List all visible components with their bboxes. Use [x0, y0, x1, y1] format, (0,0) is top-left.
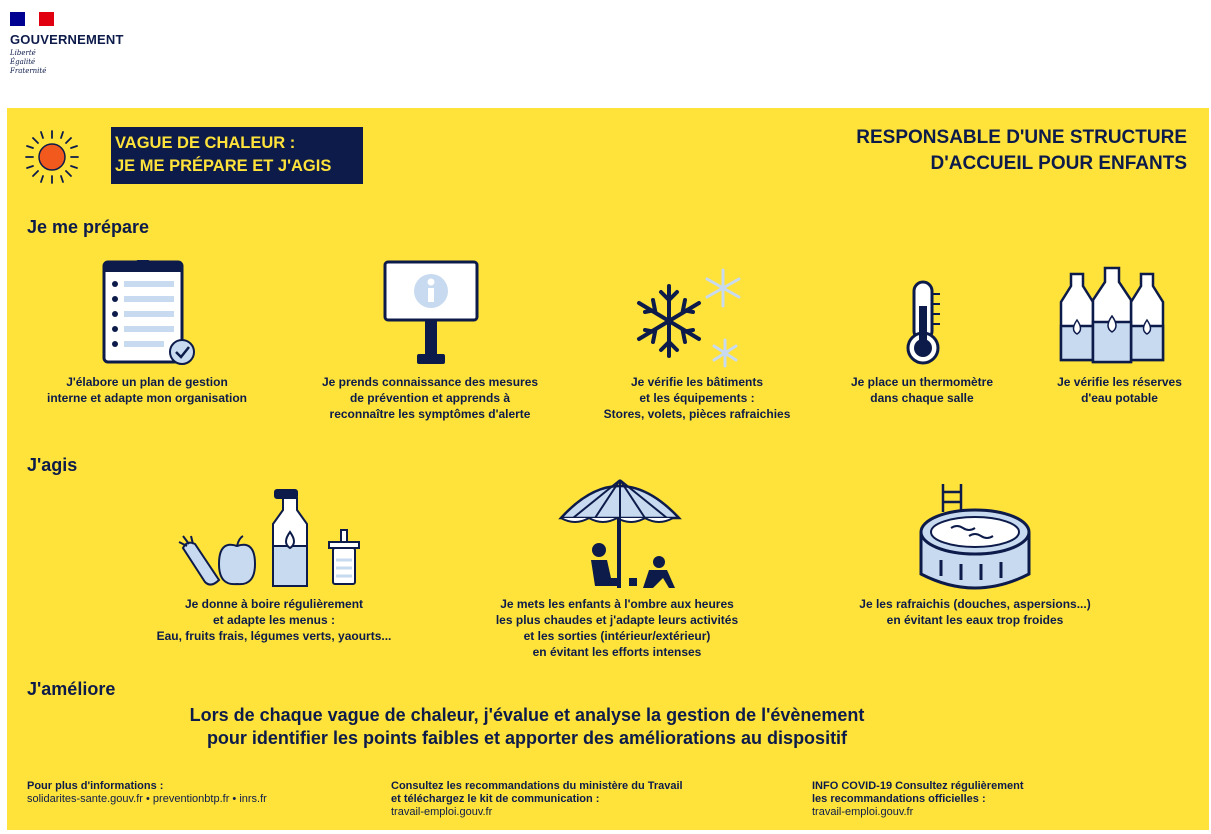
pool-icon	[915, 482, 1035, 592]
section-title-prepare: Je me prépare	[27, 217, 150, 237]
caption-shade: Je mets les enfants à l'ombre aux heures les plus chaudes et j'adapte leurs activités et les sorties (intérieur/extérieur) en évitant les efforts intenses	[495, 597, 739, 659]
footer-more-info: Pour plus d'informations : solidarites-sante.gouv.fr • preventionbtp.fr • inrs.fr	[27, 780, 267, 805]
caption-prevention: Je prends connaissance des mesures de prévention et apprends à reconnaître les symptômes d'alerte	[321, 375, 539, 421]
section-title-improve: J'améliore	[27, 679, 116, 699]
info-sign-icon	[381, 258, 481, 368]
caption-drinks-menus: Je donne à boire régulièrement et adapte les menus : Eau, fruits frais, légumes verts, yaourts...	[156, 597, 392, 643]
motto: Liberté Égalité Fraternité	[10, 49, 47, 75]
government-logo	[10, 12, 124, 76]
section-title-act: J'agis	[27, 455, 78, 475]
caption-plan: J'élabore un plan de gestion interne et adapte mon organisation	[46, 375, 248, 405]
audience-title: RESPONSABLE D'UNE STRUCTURE D'ACCUEIL POUR ENFANTS	[856, 127, 1187, 174]
caption-refresh: Je les rafraichis (douches, aspersions...) en évitant les eaux trop froides	[859, 597, 1091, 627]
clipboard-checklist-icon	[100, 260, 200, 368]
improve-text: Lors de chaque vague de chaleur, j'évalue et analyse la gestion de l'évènement pour identifier les points faibles et apporter des améliorations au dispositif	[189, 705, 865, 748]
caption-water-reserves: Je vérifie les réserves d'eau potable	[1057, 375, 1182, 405]
water-bottles-icon	[1057, 266, 1177, 366]
footer-ministry: Consultez les recommandations du ministère du Travail et téléchargez le kit de communication : travail-emploi.gouv.fr	[391, 780, 683, 818]
footer-covid: INFO COVID-19 Consultez régulièrement les recommandations officielles : travail-emploi.gouv.fr	[812, 780, 1024, 818]
sun-icon	[23, 128, 81, 186]
parasol-children-icon	[555, 478, 685, 592]
gov-name: GOUVERNEMENT	[10, 32, 124, 47]
poster-title: VAGUE DE CHALEUR : JE ME PRÉPARE ET J'AGIS	[111, 127, 363, 184]
thermometer-icon	[900, 278, 950, 368]
caption-thermometer: Je place un thermomètre dans chaque salle	[850, 375, 994, 405]
french-flag-icon	[10, 12, 54, 26]
poster-panel	[7, 108, 1209, 830]
caption-buildings: Je vérifie les bâtiments et les équipements : Stores, volets, pièces rafraichies	[603, 375, 791, 421]
snowflake-icon	[627, 266, 747, 372]
food-and-water-icon	[173, 486, 363, 590]
